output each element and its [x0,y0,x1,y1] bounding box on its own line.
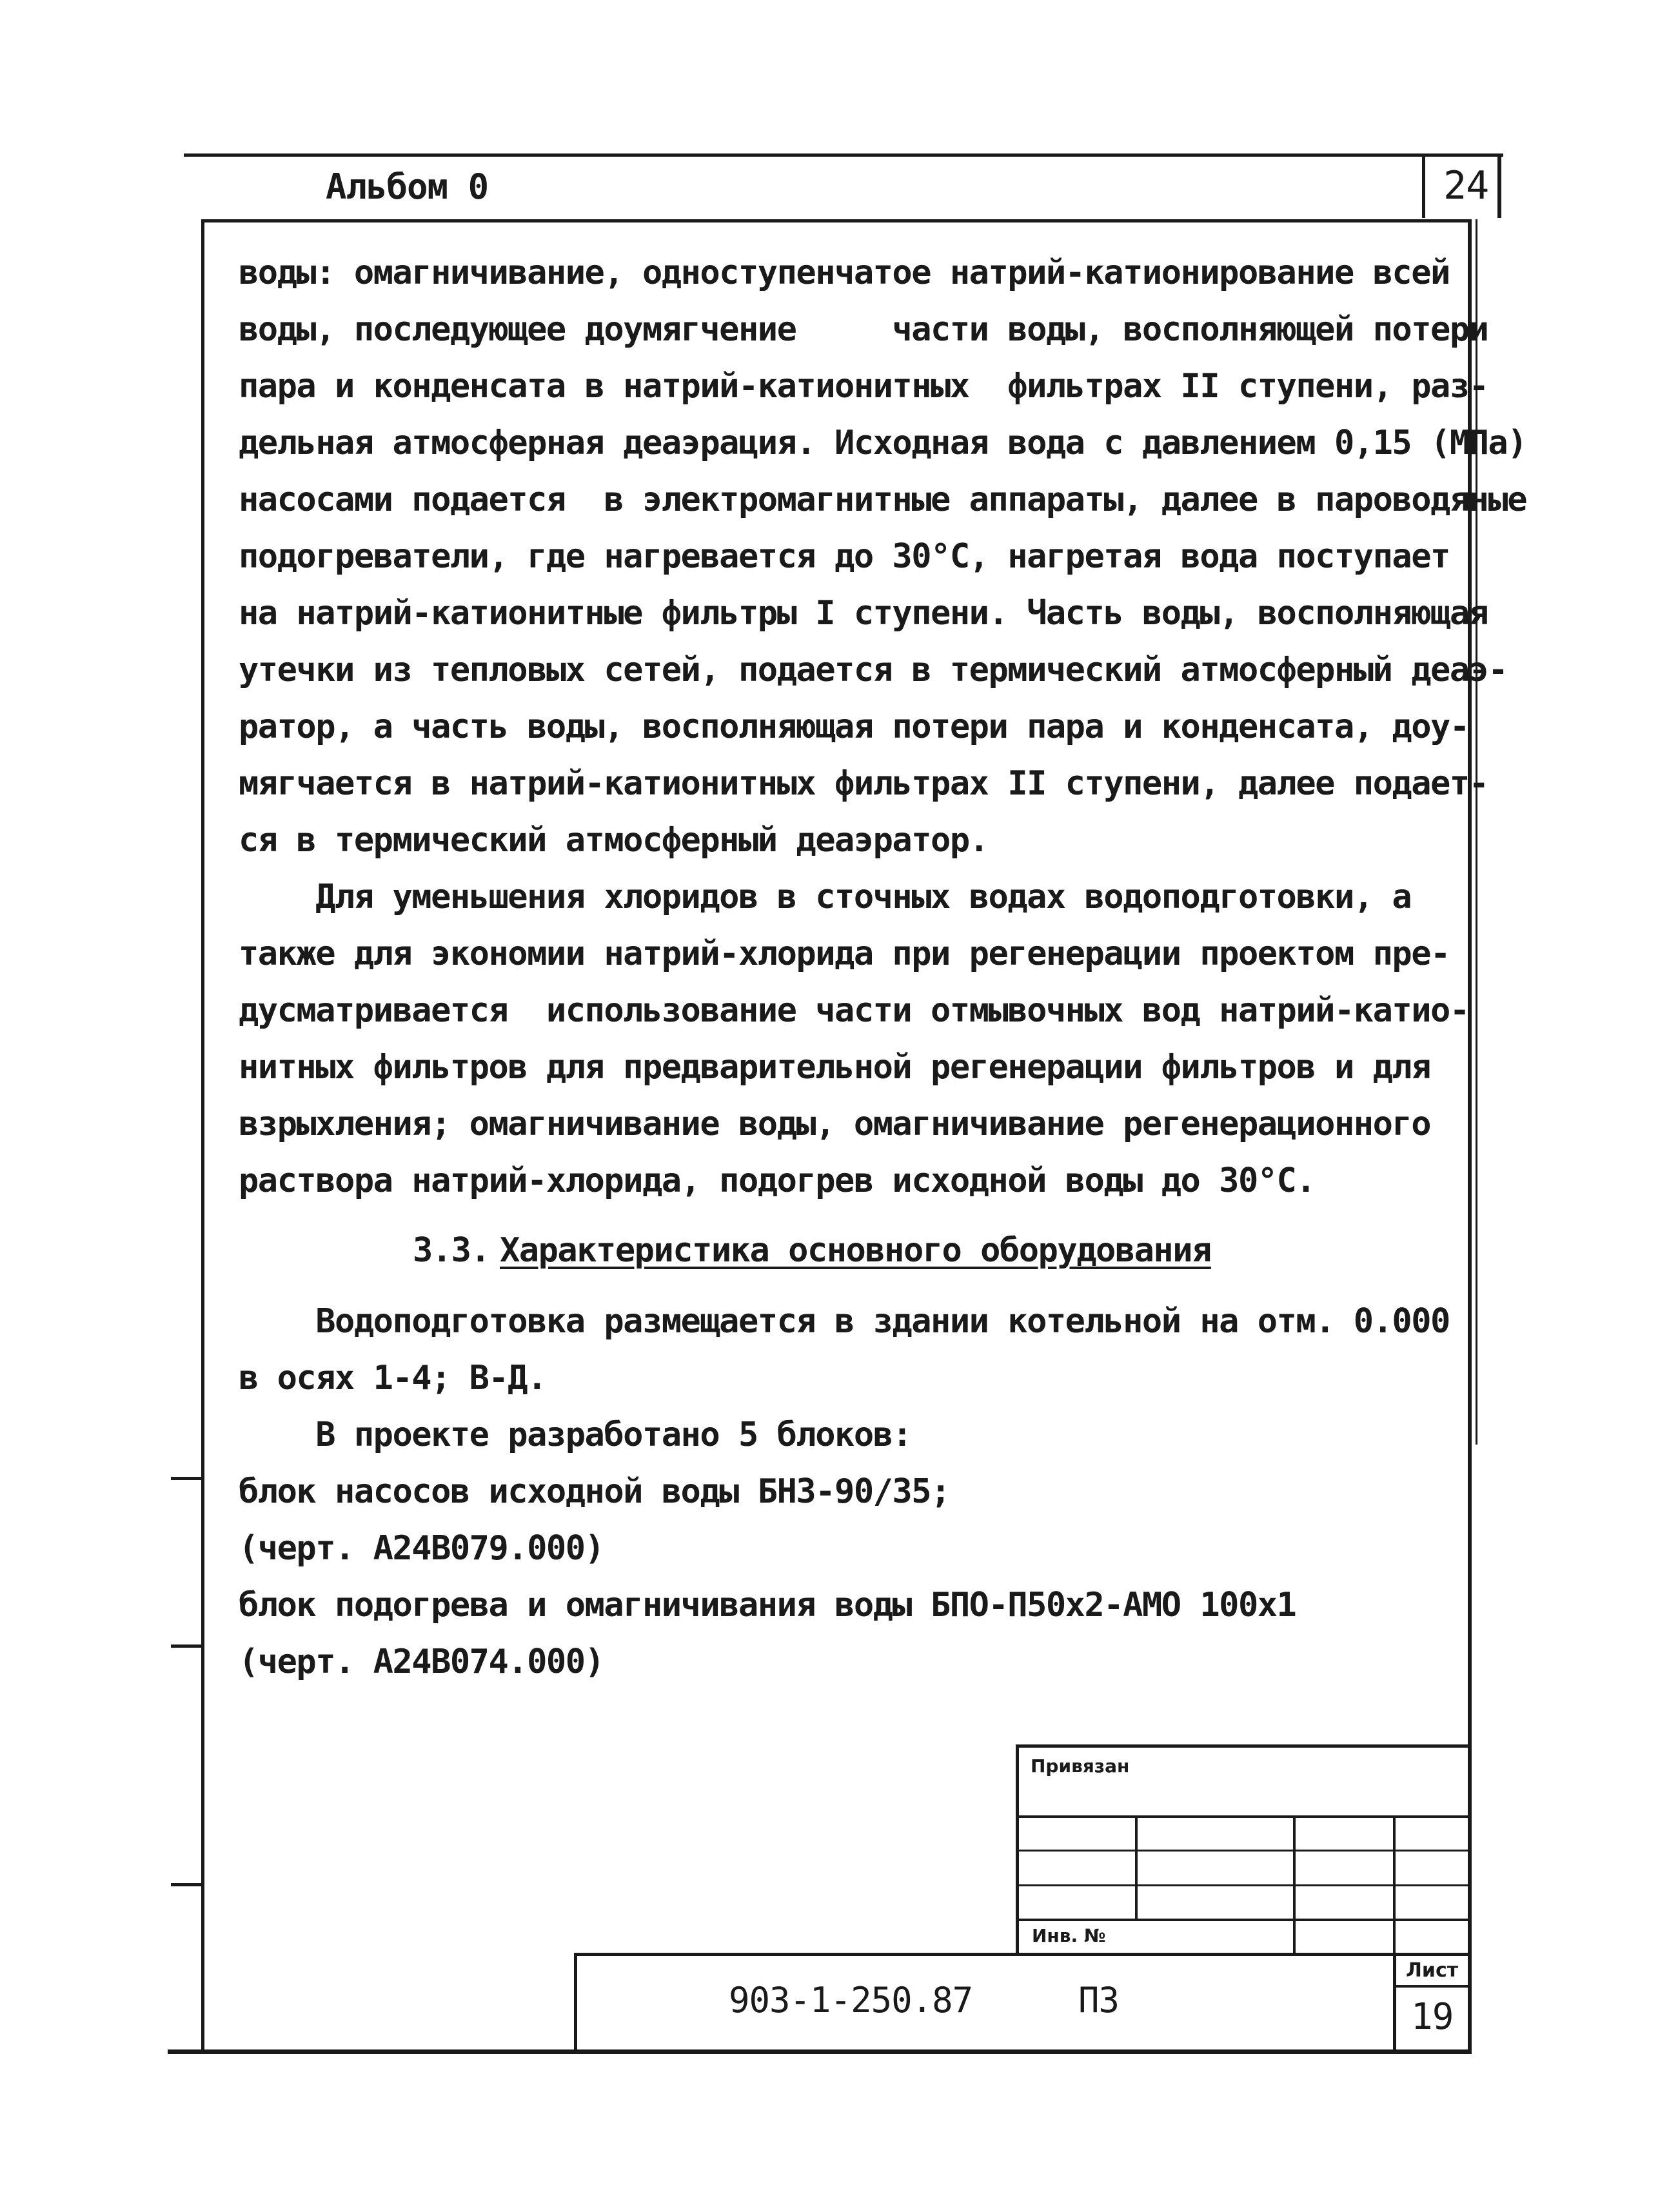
text-line: раствора натрий-хлорида, подогрев исходной воды до 30°C. [239,1161,1316,1200]
text-line: подогреватели, где нагревается до 30°C, нагретая вода поступает [239,537,1450,576]
text-line: мягчается в натрий-катионитных фильтрах II ступени, далее подает- [239,764,1488,803]
text-line: ратор, а часть воды, восполняющая потери пара и конденсата, доу- [239,707,1469,746]
sheet-label: Лист [1406,1959,1459,1982]
margin-tick [171,1477,203,1480]
stamp-line [1016,1815,1472,1818]
section-number: 3.3. [413,1231,490,1270]
text-line: воды: омагничивание, одноступенчатое натрий-катионирование всей [239,253,1450,292]
frame-bottom [168,2049,1472,2054]
stamp-line [1016,1919,1472,1921]
margin-tick [171,1644,203,1648]
stamp-line [574,1953,577,2053]
text-line: блок подогрева и омагничивания воды БПО-П50х2-АМО 100х1 [239,1586,1296,1624]
stamp-line [574,1953,1472,1956]
text-line: также для экономии натрий-хлорида при регенерации проектом пре- [239,934,1450,973]
text-line: блок насосов исходной воды БНЗ-90/35; [239,1472,950,1511]
text-line: в осях 1-4; В-Д. [239,1359,546,1397]
text-line: дельная атмосферная деаэрация. Исходная вода с давлением 0,15 (МПа) [239,424,1527,462]
text-line: насосами подается в электромагнитные аппараты, далее в пароводяные [239,480,1527,519]
text-line: Водоподготовка размещается в здании котельной на отм. 0.000 [239,1302,1450,1341]
text-line: взрыхления; омагничивание воды, омагничивание регенерационного [239,1105,1431,1143]
stamp-line [1016,1744,1472,1748]
header-box-right [1497,153,1501,218]
album-sheet-number: 24 [1443,163,1489,208]
stamp-line [1393,1815,1396,1956]
section-title: Характеристика основного оборудования [500,1231,1211,1270]
text-line: на натрий-катионитные фильтры I ступени. Часть воды, восполняющая [239,594,1488,633]
stamp-line [1293,1815,1296,1956]
sheet-value: 19 [1411,1996,1454,2038]
document-code: 903-1-250.87 [729,1980,973,2020]
text-line: (черт. А24В079.000) [239,1529,604,1568]
header-box-divider [1422,153,1425,218]
album-label: Альбом 0 [326,166,489,207]
text-line: Для уменьшения хлоридов в сточных водах водоподготовки, а [239,878,1412,916]
text-line: утечки из тепловых сетей, подается в термический атмосферный деаэ- [239,651,1508,689]
text-line: дусматривается использование части отмывочных вод натрий-катио- [239,991,1469,1030]
stamp-line [1393,1953,1396,2053]
margin-tick [171,1883,203,1886]
stamp-line [1393,1985,1472,1988]
text-line: нитных фильтров для предварительной регенерации фильтров и для [239,1048,1431,1087]
stamp-line [1135,1815,1138,1919]
text-line: В проекте разработано 5 блоков: [239,1416,912,1454]
linked-label: Привязан [1031,1755,1130,1777]
text-line: ся в термический атмосферный деаэратор. [239,821,989,860]
frame-top [201,219,1472,222]
text-line: пара и конденсата в натрий-катионитных фильтрах II ступени, раз- [239,367,1488,406]
stamp-line [1016,1884,1472,1886]
text-line: воды, последующее доумягчение части воды, восполняющей потери [239,310,1488,349]
top-header-line [184,153,1503,157]
document-section: ПЗ [1078,1980,1120,2020]
frame-left [201,219,204,2054]
stamp-line [1016,1850,1472,1852]
inventory-label: Инв. № [1032,1925,1106,1946]
text-line: (черт. А24В074.000) [239,1643,604,1681]
